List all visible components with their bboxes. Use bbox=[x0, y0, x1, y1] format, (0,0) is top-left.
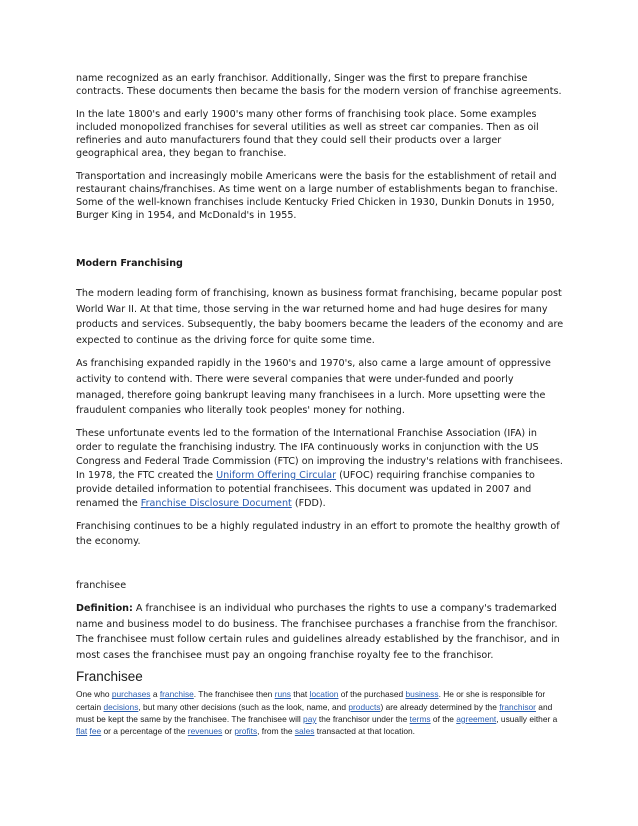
glossary-link-agreement[interactable]: agreement bbox=[456, 713, 497, 724]
glossary-text: , usually either a bbox=[496, 713, 558, 724]
ifa-text-3: (FDD). bbox=[291, 497, 326, 509]
glossary-link-purchases[interactable]: purchases bbox=[111, 689, 151, 700]
glossary-text: , from the bbox=[257, 725, 295, 736]
glossary-text: or bbox=[222, 725, 235, 736]
glossary-text: of the purchased bbox=[338, 689, 406, 700]
glossary-text: of the bbox=[430, 713, 457, 724]
ifa-text-1: These unfortunate events led to the formation of the International Franchise Association (IFA) in order to regulate the franchising industry. The IFA continuously works in conjunction with the US Congress and Federal Trade Commission (FTC) on improving the industry's relations with franchisees. In 1978, the FTC created the bbox=[76, 427, 563, 481]
glossary-link-terms[interactable]: terms bbox=[409, 713, 431, 724]
link-franchise-disclosure-document[interactable]: Franchise Disclosure Document bbox=[140, 497, 292, 509]
glossary-link-products[interactable]: products bbox=[348, 701, 381, 712]
glossary-link-decisions[interactable]: decisions bbox=[103, 701, 139, 712]
paragraph-franchisee-glossary bbox=[76, 688, 564, 737]
glossary-text: ) are already determined by the bbox=[380, 701, 500, 712]
glossary-text: or a percentage of the bbox=[101, 725, 188, 736]
section-heading-modern-franchising: Modern Franchising bbox=[76, 258, 183, 269]
glossary-link-sales[interactable]: sales bbox=[294, 725, 315, 736]
glossary-link-franchise[interactable]: franchise bbox=[159, 689, 194, 700]
paragraph-expansion: As franchising expanded rapidly in the 1960's and 1970's, also came a large amount of oppressive activity to contend with. There were several companies that were under-funded and poorly managed, therefore going bankrupt leaving many franchisees in a lurch. More upsetting were the fraudulent companies who literally took peoples' money for nothing. bbox=[76, 358, 551, 417]
glossary-link-pay[interactable]: pay bbox=[303, 713, 317, 724]
paragraph-definition bbox=[76, 601, 564, 663]
glossary-link-fee[interactable]: fee bbox=[89, 725, 102, 736]
glossary-text: One who bbox=[76, 689, 112, 700]
glossary-text: , but many other decisions (such as the look, name, and bbox=[138, 701, 349, 712]
definition-text: A franchisee is an individual who purchases the rights to use a company's trademarked name and business model to do business. The franchisee purchases a franchise from the franchisor. The franchisee must follow certain rules and guidelines already established by the franchisor, and in most cases the franchisee must pay an ongoing franchise royalty fee to the franchisor. bbox=[76, 602, 560, 661]
paragraph-transportation: Transportation and increasingly mobile Americans were the basis for the establishment of retail and restaurant chains/franchises. As time went on a large number of establishments began to franchise. Some of the well-known franchises include Kentucky Fried Chicken in 1930, Dunkin Donuts in 1950, Burger King in 1954, and McDonald's in 1955. bbox=[76, 171, 558, 221]
glossary-link-flat[interactable]: flat bbox=[76, 725, 88, 736]
link-uniform-offering-circular[interactable]: Uniform Offering Circular bbox=[216, 469, 337, 481]
section-heading-franchisee: franchisee bbox=[76, 579, 127, 591]
document-page bbox=[76, 72, 564, 737]
glossary-link-location[interactable]: location bbox=[309, 689, 339, 700]
glossary-text: that bbox=[290, 689, 310, 700]
paragraph-modern-form: The modern leading form of franchising, known as business format franchising, became popular post World War II. At that time, those serving in the war returned home and had huge desires for many products and services. Subsequently, the baby boomers became the leaders of the economy and are expected to continue as the driving force for quite some time. bbox=[76, 288, 564, 346]
glossary-text: . The franchisee then bbox=[193, 689, 275, 700]
glossary-link-franchisor[interactable]: franchisor bbox=[499, 701, 536, 712]
glossary-link-revenues[interactable]: revenues bbox=[187, 725, 223, 736]
glossary-link-business[interactable]: business bbox=[405, 689, 439, 700]
glossary-text: and must be kept the same by the franchisee. The franchisee will bbox=[76, 701, 553, 724]
paragraph-early-franchises: In the late 1800's and early 1900's many other forms of franchising took place. Some examples included monopolized franchises for several utilities as well as street car companies. Then as oil refineries and auto manufacturers found that they could sell their products over a larger geographical area, they began to franchise. bbox=[76, 109, 539, 159]
definition-label: Definition: bbox=[76, 602, 133, 614]
ifa-text-2: (UFOC) requiring franchise companies to provide detailed information to potential franchisees. This document was updated in 2007 and renamed the bbox=[76, 469, 535, 509]
franchisee-title: Franchisee bbox=[76, 669, 143, 685]
glossary-text: a bbox=[150, 689, 160, 700]
glossary-link-runs[interactable]: runs bbox=[274, 689, 291, 700]
glossary-link-profits[interactable]: profits bbox=[234, 725, 258, 736]
glossary-text: transacted at that location. bbox=[314, 725, 415, 736]
paragraph-ifa bbox=[76, 427, 564, 511]
paragraph-regulated: Franchising continues to be a highly regulated industry in an effort to promote the healthy growth of the economy. bbox=[76, 520, 560, 548]
paragraph-singer: name recognized as an early franchisor. Additionally, Singer was the first to prepare franchise contracts. These documents then became the basis for the modern version of franchise agreements. bbox=[76, 73, 562, 97]
glossary-text: . He or she is responsible for certain bbox=[76, 689, 546, 712]
glossary-text: the franchisor under the bbox=[316, 713, 410, 724]
